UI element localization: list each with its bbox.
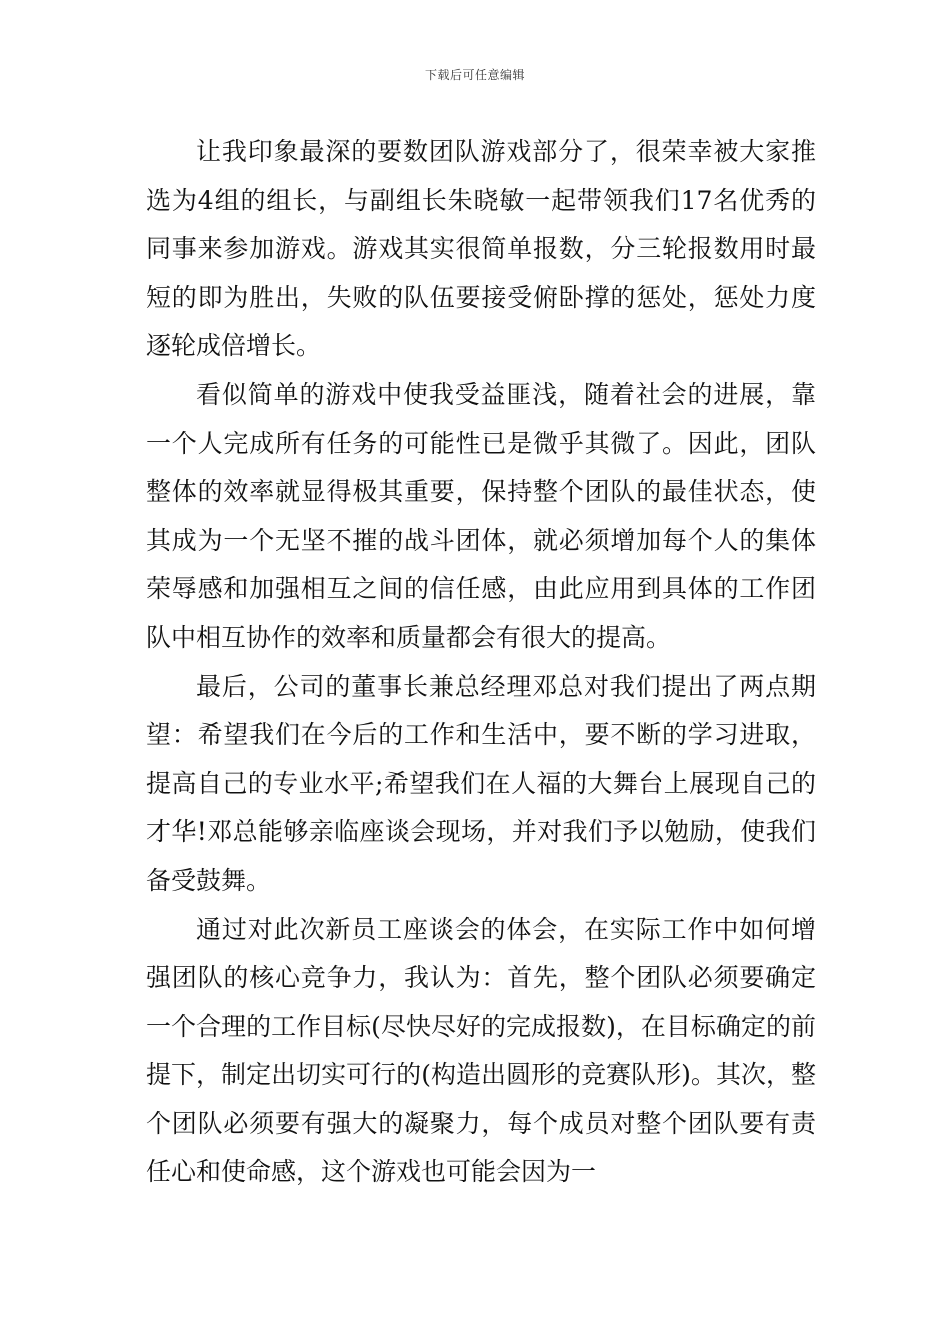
paragraph-1: 让我印象最深的要数团队游戏部分了，很荣幸被大家推选为4组的组长，与副组长朱晓敏一起带领我们17名优秀的同事来参加游戏。游戏其实很简单报数，分三轮报数用时最短的即为胜出，失败的队伍要接受俯卧撑的惩处，惩处力度逐轮成倍增长。 — [146, 137, 816, 361]
paragraph-3: 最后，公司的董事长兼总经理邓总对我们提出了两点期望：希望我们在今后的工作和生活中，要不断的学习进取，提高自己的专业水平;希望我们在人福的大舞台上展现自己的才华!邓总能够亲临座谈会现场，并对我们予以勉励，使我们备受鼓舞。 — [146, 671, 816, 895]
document-body — [146, 128, 816, 1197]
page-header: 下载后可任意编辑 — [424, 68, 525, 82]
paragraph-4: 通过对此次新员工座谈会的体会，在实际工作中如何增强团队的核心竞争力，我认为：首先，整个团队必须要确定一个合理的工作目标(尽快尽好的完成报数)，在目标确定的前提下，制定出切实可行的(构造出圆形的竞赛队形)。其次，整个团队必须要有强大的凝聚力，每个成员对整个团队要有责任心和使命感，这个游戏也可能会因为一 — [146, 914, 816, 1187]
paragraph-2: 看似简单的游戏中使我受益匪浅，随着社会的进展，靠一个人完成所有任务的可能性已是微乎其微了。因此，团队整体的效率就显得极其重要，保持整个团队的最佳状态，使其成为一个无坚不摧的战斗团体，就必须增加每个人的集体荣辱感和加强相互之间的信任感，由此应用到具体的工作团队中相互协作的效率和质量都会有很大的提高。 — [146, 379, 816, 652]
